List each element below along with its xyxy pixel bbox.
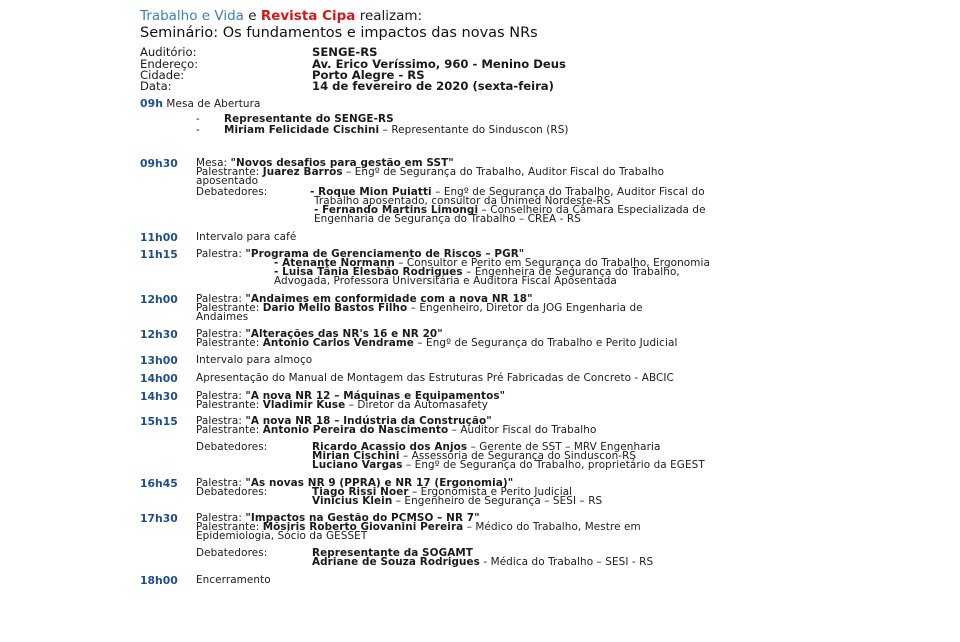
debater-name: Vinicius Klein: [312, 495, 393, 507]
venue-value-cidade: Porto Alegre - RS: [312, 68, 425, 82]
debater-name: - Roque Mion Puiatti: [310, 186, 432, 198]
speaker-name: Dario Mello Bastos Filho: [262, 302, 408, 314]
speaker-name: Juarez Barros: [262, 166, 343, 178]
debater-name: Representante da SOGAMT: [312, 547, 473, 559]
session-time-1115: 11h15: [140, 248, 178, 261]
header-suffix: realizam:: [359, 8, 423, 24]
session-time-1230: 12h30: [140, 328, 178, 341]
label-palestra: Palestra:: [196, 390, 242, 402]
session-title-1400: Apresentação do Manual de Montagem das Estruturas Pré Fabricadas de Concreto - ABCIC: [196, 372, 674, 384]
speaker-desc: – Engº de Segurança do Trabalho, Auditor Fiscal do Trabalho: [346, 166, 665, 178]
debater-desc: – Engº de Segurança do Trabalho, Auditor Fiscal do: [435, 186, 705, 198]
label-palestra: Palestra:: [196, 248, 242, 260]
session-title-1300: Intervalo para almoço: [196, 354, 313, 366]
session-time-1100: 11h00: [140, 231, 178, 244]
label-debatedores: Debatedores:: [196, 441, 268, 453]
label-palestra: Palestra:: [196, 512, 242, 524]
opening-name: Representante do SENGE-RS: [224, 113, 394, 125]
s0930-line-5: Trabalho aposentado, consultor da Unimed Nordeste-RS: [314, 195, 611, 207]
session-title-1100: Intervalo para café: [196, 231, 297, 243]
session-title-1800: Encerramento: [196, 574, 271, 586]
speaker-desc: – Auditor Fiscal do Trabalho: [451, 424, 597, 436]
session-time: 09h: [140, 97, 164, 110]
label-palestra: Palestra:: [196, 415, 242, 427]
org-trabalho-e-vida: Trabalho e Vida: [140, 8, 244, 24]
page-title: Seminário: Os fundamentos e impactos das novas NRs: [140, 25, 538, 41]
speaker-name: Mõsiris Roberto Giovanini Pereira: [262, 521, 464, 533]
talk-title: "A nova NR 18 – Indústria da Construção": [245, 415, 492, 427]
opening-desc: – Representante do Sinduscon (RS): [382, 124, 569, 136]
s1115-line-4: Advogada, Professora Universitária e Auditora Fiscal Aposentada: [274, 275, 617, 287]
label-palestra: Palestra:: [196, 328, 242, 340]
bullet: -: [196, 113, 200, 125]
s1730-line-5: [312, 557, 653, 568]
speaker-desc: – Diretor da Automasafety: [348, 399, 488, 411]
venue-label-endereco: Endereço:: [140, 57, 199, 71]
s1730-line-3: Epidemiologia, Sócio da GESSET: [196, 530, 368, 542]
session-time-1430: 14h30: [140, 390, 178, 403]
debater-desc: – Conselheiro da Câmara Especializada de: [481, 204, 706, 216]
venue-value-data: 14 de fevereiro de 2020 (sexta-feira): [312, 79, 554, 93]
bullet: -: [196, 124, 200, 136]
label-palestra: Palestra:: [196, 477, 242, 489]
label-palestrante: Palestrante:: [196, 166, 260, 178]
opening-name: Miriam Felicidade Cischini: [224, 124, 380, 136]
session-time-1200: 12h00: [140, 293, 178, 306]
label-debatedores: Debatedores:: [196, 186, 268, 198]
debater-desc: – Engº de Segurança do Trabalho, proprietário da EGEST: [405, 459, 705, 471]
speaker-desc: – Consultor e Perito em Segurança do Trabalho, Ergonomia: [398, 257, 710, 269]
session-title: Mesa de Abertura: [166, 98, 261, 110]
label-palestra: Palestra:: [196, 293, 242, 305]
venue-label-auditorio: Auditório:: [140, 45, 197, 59]
debater-desc: – Engenheiro de Segurança – SESI – RS: [395, 495, 603, 507]
s0930-line-3: aposentado: [196, 175, 259, 187]
s1515-line-2: [196, 425, 596, 436]
speaker-desc: – Engº de Segurança do Trabalho e Perito Judicial: [417, 337, 678, 349]
header-line: [140, 8, 422, 24]
talk-title: "Andaimes em conformidade com a nova NR 18": [245, 293, 533, 305]
session-time-1730: 17h30: [140, 512, 178, 525]
talk-title: "As novas NR 9 (PPRA) e NR 17 (Ergonomia)": [245, 477, 514, 489]
talk-title: "A nova NR 12 – Máquinas e Equipamentos": [245, 390, 506, 402]
debater-desc: – Assessoria de Segurança do Sinduscon-RS: [402, 450, 637, 462]
debater-name: - Fernando Martins Limongi: [314, 204, 479, 216]
session-time-0930: 09h30: [140, 157, 178, 170]
label-debatedores: Debatedores:: [196, 486, 268, 498]
debater-desc: – Ergonomista e Perito Judicial: [411, 486, 573, 498]
s1430-line-2: [196, 400, 488, 411]
debater-desc: – Gerente de SST – MRV Engenharia: [470, 441, 661, 453]
speaker-name: Antonio Pereira do Nascimento: [262, 424, 449, 436]
debater-desc: - Médica do Trabalho – SESI - RS: [483, 556, 654, 568]
speaker-desc: – Médico do Trabalho, Mestre em: [466, 521, 641, 533]
debater-name: Mirian Cischini: [312, 450, 400, 462]
s1515-line-5: [312, 460, 705, 471]
label-palestrante: Palestrante:: [196, 521, 260, 533]
s1230-line-2: [196, 338, 677, 349]
label-palestrante: Palestrante:: [196, 302, 260, 314]
speaker-desc: – Engenheiro, Diretor da JOG Engenharia de: [410, 302, 643, 314]
debater-name: Tiago Rissi Noer: [312, 486, 409, 498]
speaker-name: - Luisa Tânia Elesbão Rodrigues: [274, 266, 463, 278]
session-time-1400: 14h00: [140, 372, 178, 385]
s0930-line-7: Engenharia de Segurança do Trabalho – CREA - RS: [314, 213, 581, 225]
speaker-name: - Atenante Normann: [274, 257, 395, 269]
s1645-line-3: [312, 496, 602, 507]
s12h-line-3: Andaimes: [196, 311, 249, 323]
header-conjunction: e: [248, 8, 257, 24]
talk-title: "Novos desafios para gestão em SST": [230, 157, 454, 169]
label-debatedores: Debatedores:: [196, 547, 268, 559]
debater-name: Ricardo Acassio dos Anjos: [312, 441, 468, 453]
talk-title: "Programa de Gerenciamento de Riscos – PGR": [245, 248, 525, 260]
talk-title: "Alterações das NR's 16 e NR 20": [245, 328, 443, 340]
session-time-1645: 16h45: [140, 477, 178, 490]
talk-title: "Impactos na Gestão do PCMSO – NR 7": [245, 512, 480, 524]
opening-item-2: [196, 125, 569, 136]
session-time-1800: 18h00: [140, 574, 178, 587]
venue-value-endereco: Av. Erico Veríssimo, 960 - Menino Deus: [312, 57, 566, 71]
org-revista-cipa: Revista Cipa: [260, 8, 356, 24]
debater-name: Adriane de Souza Rodrigues: [312, 556, 480, 568]
venue-label-data: Data:: [140, 79, 172, 93]
session-time-1300: 13h00: [140, 354, 178, 367]
venue-label-cidade: Cidade:: [140, 68, 185, 82]
debater-name: Luciano Vargas: [312, 459, 403, 471]
session-09h: [140, 98, 260, 110]
s0930-line-2: [196, 167, 664, 178]
session-time-1515: 15h15: [140, 415, 178, 428]
label-palestrante: Palestrante:: [196, 424, 260, 436]
venue-value-auditorio: SENGE-RS: [312, 45, 378, 59]
label-palestrante: Palestrante:: [196, 399, 260, 411]
speaker-desc: – Engenheira de Segurança do Trabalho,: [466, 266, 680, 278]
label-mesa: Mesa:: [196, 157, 228, 169]
speaker-name: Antonio Carlos Vendrame: [262, 337, 414, 349]
label-palestrante: Palestrante:: [196, 337, 260, 349]
s12h-line-2: [196, 303, 643, 314]
speaker-name: Vladimir Kuse: [262, 399, 346, 411]
